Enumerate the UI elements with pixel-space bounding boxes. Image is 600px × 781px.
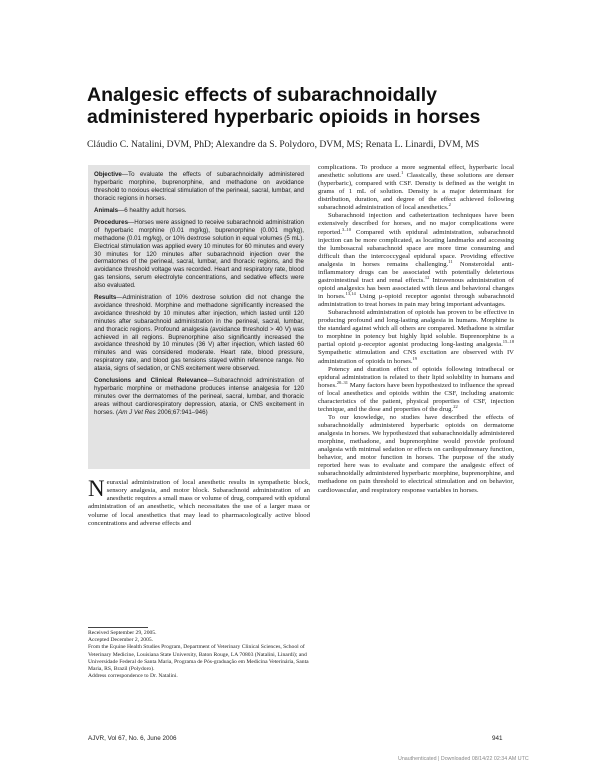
ref-sup: 1 [400, 169, 404, 175]
objective-text: —To evaluate the effects of subarachnoidally administered hyperbaric morphine, buprenorphine, and methadone on avoidance threshold to noxious electrical stimulation of the perineal, sacral, lumbar, and thoracic regions in horses. [94, 171, 304, 202]
affiliation: From the Equine Health Studies Program, Department of Veterinary Clinical Sciences, School of Veterinary Medicine, Louisiana State University, Baton Rouge, LA 70803 (Natalini, Linardi); and Universidade Federal de Santa Maria, Programa de Pós-graduação em Medicina Veterinária, Santa Maria, RS, Brazil (Polydoro). [88, 644, 309, 673]
author-list: Cláudio C. Natalini, DVM, PhD; Alexandre da S. Polydoro, DVM, MS; Renata L. Linardi, DVM, MS [87, 139, 480, 150]
conclusions-text: —Subarachnoid administration of hyperbaric morphine or methadone produces intense analgesia for 120 minutes over the dermatomes of the perineal, sacral, lumbar, and thoracic areas without cardiorespiratory depression, ataxia, or CNS excitement in horses. ( [94, 377, 304, 416]
ref-sup: 13,14 [345, 290, 356, 296]
abstract-objective [94, 171, 304, 202]
intro-paragraph [88, 476, 310, 528]
animals-label: Animals [94, 206, 119, 214]
body-paragraph-5: To our knowledge, no studies have described the effects of subarachnoidally administered hyperbaric opioids on dermatome analgesia in horses. We hypothesized that subarachnoidally administered morphine, methadone, and buprenorphine would provide profound analgesia with minimal sedation or effects on cardiopulmonary function, behavior, and motor function in horses. The purpose of the study reported here was to evaluate and compare the analgesic effect of subarachnoidally administered hyperbaric morphine, buprenorphine, and methadone on pain threshold to electrical stimulation and on behavior, cardiovascular, and respiratory response variables in horses. [318, 413, 514, 494]
p3-text-b: Sympathetic stimulation and CNS excitation are observed with IV administration of opioids in horses. [318, 349, 514, 365]
conclusions-label: Conclusions and Clinical Relevance [94, 377, 208, 385]
p1-text-a: complications. To produce a more segmental effect, hyperbaric local anesthetic solutions are used. [318, 164, 514, 180]
correspondence: Address correspondence to Dr. Natalini. [88, 673, 178, 680]
body-paragraph-2 [318, 212, 514, 309]
p4-text-b: Many factors have been hypothesized to influence the spread of local anesthetics and opioids within the CSF, including anatomic characteristics of the patient, physical properties of CSF, injection technique, and the dose and properties of the drug. [318, 381, 514, 413]
citation-rest: 2006;67:941–946) [155, 408, 208, 416]
journal-footer: AJVR, Vol 67, No. 6, June 2006 [88, 735, 177, 742]
abstract-animals [94, 207, 304, 215]
abstract-conclusions [94, 377, 304, 416]
p3-text-a: Subarachnoid administration of opioids has proven to be effective in producing profound and long-lasting analgesia in humans. Morphine is the standard against which all others are compared. Methadone is similar to morphine in potency but highly lipid soluble. Buprenorphine is a partial opioid μ-receptor agonist producing long-lasting analgesia. [318, 309, 514, 349]
abstract-box [88, 165, 310, 469]
download-watermark: Unauthenticated | Downloaded 08/14/22 02:34 AM UTC [398, 756, 529, 762]
ref-sup: 22 [453, 403, 458, 409]
citation-journal: Am J Vet Res [118, 408, 156, 416]
title-line-2: administered hyperbaric opioids in horses [87, 106, 481, 128]
ref-sup: 15–18 [502, 339, 514, 345]
p1-text-b: Classically, these solutions are denser (hyperbaric), compared with CSF. Density is defined as the weight in grams of 1 mL of solution. Density is a major determinant for distribution, duration, and degree of the effect achieved following subarachnoid administration of local anesthetics. [318, 172, 514, 212]
body-paragraph-1 [318, 164, 514, 212]
abstract-results [94, 294, 304, 372]
ref-sup: 3–10 [341, 226, 351, 232]
ref-sup: 12 [424, 274, 430, 280]
animals-text: —6 healthy adult horses. [118, 206, 187, 214]
intro-text: euraxial administration of local anesthetic results in sympathetic block, sensory analgesia, and motor block. Subarachnoid administration of an anesthetic requires a small mass or volume of drug, compared with epidural administration of an anesthetic, which necessitates the use of a larger mass or volume of local anesthetics that may lead to pharmacologically active blood concentrations and adverse effects and [88, 479, 310, 527]
ref-sup: 19 [412, 355, 418, 361]
received-date: Received September 29, 2005. [88, 630, 157, 636]
p2-text-b: Compared with epidural administration, subarachnoid injection can be more complicated, as locating landmarks and accessing the lumbosacral subarachnoid space are more time consuming and difficult than the intercoccygeal epidural space. Providing effective analgesia in horses remains challenging. [318, 228, 514, 268]
drop-cap: N [88, 476, 105, 501]
right-column [318, 164, 514, 495]
body-paragraph-4 [318, 366, 514, 414]
ref-sup: 11 [448, 258, 453, 264]
accepted-date: Accepted December 2, 2005. [88, 637, 154, 644]
body-paragraph-3 [318, 309, 514, 365]
footnote-divider [88, 627, 148, 628]
abstract-procedures [94, 219, 304, 290]
procedures-text: —Horses were assigned to receive subarachnoid administration of hyperbaric morphine (0.01 mg/kg), buprenorphine (0.001 mg/kg), methadone (0.01 mg/kg), or 10% dextrose solution in equal volumes (5 mL). Electrical stimulation was applied every 10 minutes for 60 minutes and every 30 minutes for 120 minutes after subarachnoid injection over the dermatomes of the perineal, sacral, lumbar, and thoracic regions, and the avoidance threshold voltage was recorded. Heart and respiratory rate, blood gas tensions, serum electrolyte concentrations, and sedative effects were also evaluated. [94, 219, 304, 289]
objective-label: Objective [94, 171, 122, 178]
title-line-1: Analgesic effects of subarachnoidally [87, 84, 438, 106]
ref-sup: 2 [448, 202, 451, 208]
p2-text-a: Subarachnoid injection and catheterization techniques have been extensively described for horses, and no major complications were reported. [318, 212, 514, 236]
article-title [87, 84, 527, 128]
footnotes [88, 630, 310, 680]
page-number: 941 [492, 735, 503, 742]
p2-text-c: Nonsteroidal anti-inflammatory drugs can be associated with potentially deleterious gastrointestinal tract and renal effects. [318, 260, 514, 284]
p4-text-a: Potency and duration effect of opioids following intrathecal or epidural administration is related to their lipid solubility in humans and horses. [318, 365, 514, 389]
results-text: —Administration of 10% dextrose solution did not change the avoidance threshold. Morphine and methadone significantly increased the avoidance threshold by 10 minutes after injection, which lasted until 120 minutes after subarachnoid administration in the perineal, sacral, lumbar, and thoracic regions. Profound analgesia (avoidance threshold > 40 V) was achieved in all regions. Buprenorphine also significantly increased the avoidance threshold by 10 minutes (36 V) after injection, which lasted 60 minutes and was considered moderate. Heart rate, blood pressure, respiratory rate, and blood gas tensions stayed within reference range. No ataxia, signs of sedation, or CNS excitement were observed. [94, 294, 304, 372]
p2-text-d: Intravenous administration of opioid analgesics has been associated with ileus and behavioral changes in horses. [318, 276, 514, 300]
ref-sup: 20–31 [336, 379, 349, 385]
procedures-label: Procedures [94, 219, 129, 227]
results-label: Results [94, 294, 117, 302]
p2-text-e: Using μ-opioid receptor agonist through subarachnoid administration to treat horses in pain may bring important advantages. [318, 293, 515, 309]
